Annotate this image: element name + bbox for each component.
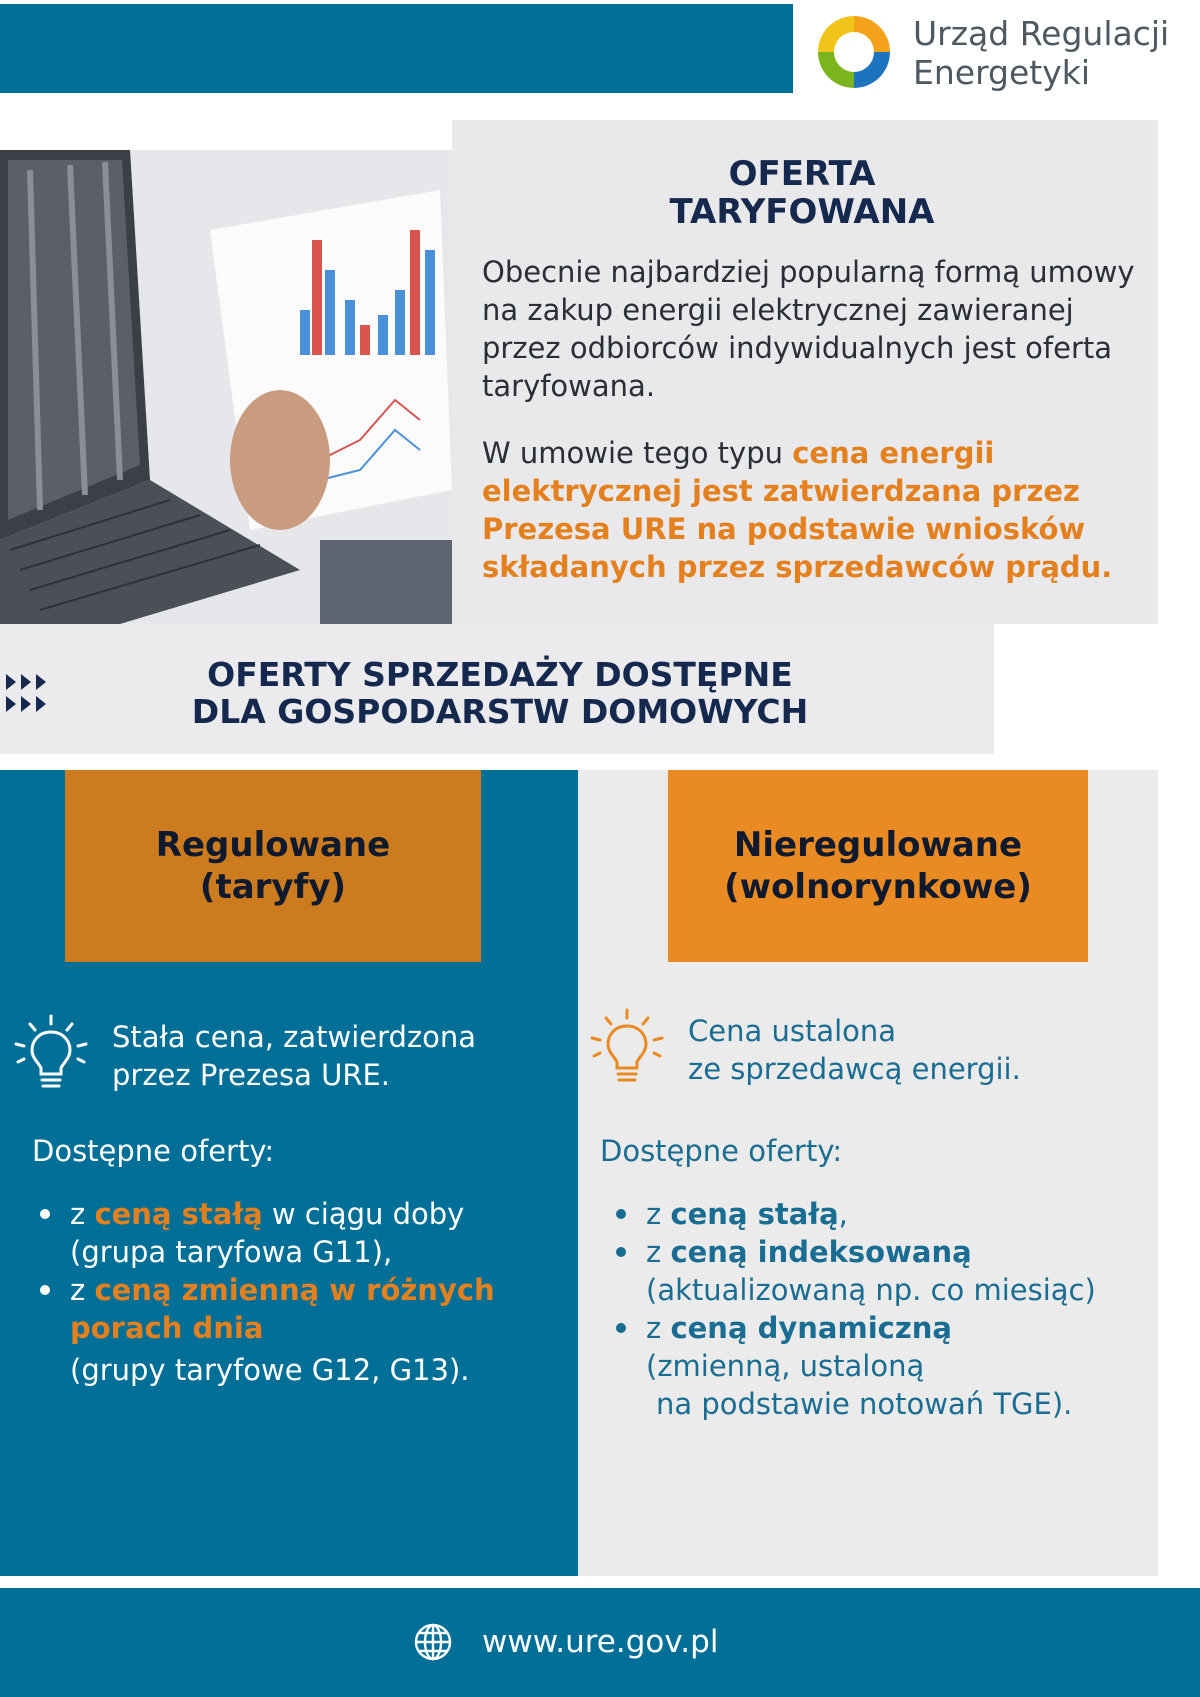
- item-highlight: ceną indeksowaną: [670, 1235, 972, 1269]
- list-item: [608, 1233, 1168, 1309]
- list-item: [608, 1309, 1168, 1423]
- list-item: [32, 1271, 562, 1389]
- item-continuation: (zmienną, ustaloną: [646, 1349, 925, 1383]
- ure-logo-icon: [812, 10, 896, 94]
- org-name-line1: Urząd Regulacji: [913, 14, 1170, 53]
- org-name-line2: Energetyki: [913, 53, 1091, 92]
- list-item: [32, 1195, 562, 1271]
- offer-paragraph-2-plain: W umowie tego typu: [482, 436, 793, 470]
- item-highlight: ceną dynamiczną: [670, 1311, 952, 1345]
- offer-title-line2: TARYFOWANA: [669, 192, 935, 232]
- item-continuation: (grupy taryfowe G12, G13).: [70, 1353, 470, 1387]
- laptop-charts-photo: [0, 150, 452, 624]
- regulated-available-label: Dostępne oferty:: [32, 1134, 275, 1168]
- triple-chevron-right-icon: [6, 672, 56, 716]
- item-suffix: ,: [838, 1197, 848, 1231]
- item-continuation: (grupa taryfowa G11),: [70, 1235, 393, 1269]
- unregulated-note: [688, 1012, 1158, 1088]
- unregulated-offer-list: [608, 1195, 1168, 1423]
- lightbulb-icon: [588, 1006, 666, 1090]
- item-continuation: (aktualizowaną np. co miesiąc): [646, 1273, 1096, 1307]
- item-prefix: z: [646, 1197, 671, 1231]
- website-link[interactable]: www.ure.gov.pl: [482, 1624, 719, 1660]
- regulated-heading-line1: Regulowane: [155, 825, 391, 865]
- regulated-heading-line2: (taryfy): [199, 867, 347, 907]
- regulated-note-line2: przez Prezesa URE.: [112, 1058, 391, 1092]
- item-prefix: z: [70, 1197, 95, 1231]
- item-continuation: na podstawie notowań TGE).: [656, 1387, 1073, 1421]
- unregulated-heading-line2: (wolnorynkowe): [724, 867, 1032, 907]
- offer-paragraph-1: Obecnie najbardziej popularną formą umowy na zakup energii elektrycznej zawieranej przez odbiorców indywidualnych jest oferta taryfowana.: [482, 255, 1135, 403]
- unregulated-note-line2: ze sprzedawcą energii.: [688, 1052, 1021, 1086]
- lightbulb-icon: [12, 1012, 90, 1096]
- unregulated-heading-line1: Nieregulowane: [733, 825, 1023, 865]
- item-highlight: ceną stałą: [94, 1197, 263, 1231]
- offer-paragraph-2-highlight: cena energii elektrycznej jest zatwierdzana przez Prezesa URE na podstawie wniosków składanych przez sprzedawców prądu.: [482, 436, 1113, 584]
- offer-title: [452, 155, 1152, 231]
- offer-paragraph-2: [482, 434, 1162, 586]
- org-name: [913, 14, 1169, 92]
- item-highlight: ceną zmienną w różnych porach dnia: [70, 1273, 495, 1345]
- unregulated-available-label: Dostępne oferty:: [600, 1134, 843, 1168]
- regulated-note: [112, 1018, 562, 1094]
- regulated-note-line1: Stała cena, zatwierdzona: [112, 1020, 477, 1054]
- item-highlight: ceną stałą: [670, 1197, 839, 1231]
- section-title-line2: DLA GOSPODARSTW DOMOWYCH: [191, 692, 809, 731]
- list-item: [608, 1195, 1168, 1233]
- unregulated-note-line1: Cena ustalona: [688, 1014, 897, 1048]
- header-bar: [0, 4, 793, 93]
- regulated-heading-box: [65, 770, 481, 962]
- unregulated-heading-box: [668, 770, 1088, 962]
- globe-icon: [413, 1622, 453, 1662]
- item-suffix: w ciągu doby: [262, 1197, 465, 1231]
- regulated-offer-list: [32, 1195, 562, 1389]
- item-prefix: z: [646, 1311, 671, 1345]
- item-prefix: z: [646, 1235, 671, 1269]
- item-prefix: z: [70, 1273, 95, 1307]
- section-title-line1: OFERTY SPRZEDAŻY DOSTĘPNE: [207, 655, 793, 694]
- offer-title-line1: OFERTA: [728, 154, 876, 194]
- section-title: [150, 656, 850, 730]
